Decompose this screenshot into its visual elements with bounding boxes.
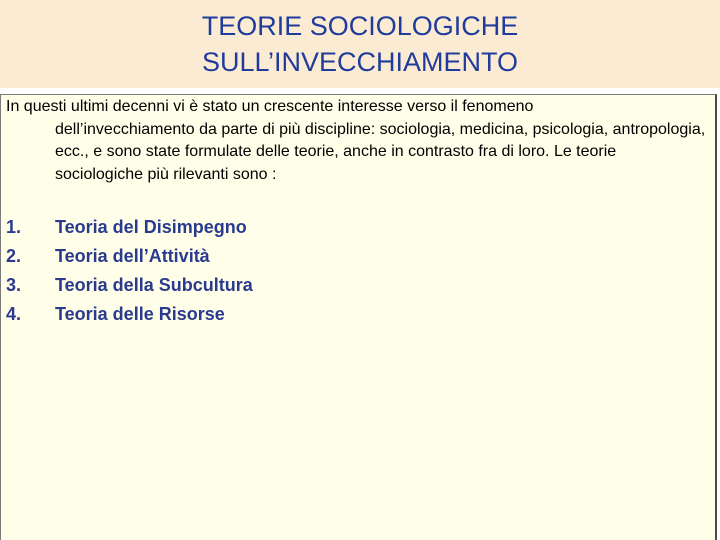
list-item-label: Teoria dell’Attività — [55, 246, 210, 266]
list-item-label: Teoria del Disimpegno — [55, 217, 247, 237]
slide-title-line-1: TEORIE SOCIOLOGICHE — [201, 11, 519, 41]
list-item-number: 2. — [6, 246, 22, 266]
slide-title-line-2: SULL’INVECCHIAMENTO — [201, 47, 519, 77]
list-item-number: 3. — [6, 275, 22, 295]
intro-continuation: dell’invecchiamento da parte di più discipline: sociologia, medicina, psicologia, antropologia, ecc., e sono state formulate delle teorie, anche in contrasto fra di loro. Le teorie sociologiche più rilevanti sono : — [55, 120, 706, 183]
list-item-label: Teoria delle Risorse — [55, 304, 225, 324]
slide-title — [0, 8, 720, 80]
intro-first-line: In questi ultimi decenni vi è stato un crescente interesse verso il fenomeno — [6, 98, 534, 115]
list-item-number: 4. — [6, 304, 22, 324]
intro-paragraph — [6, 96, 706, 186]
list-item-label: Teoria della Subcultura — [55, 275, 253, 295]
list-item-number: 1. — [6, 217, 22, 237]
